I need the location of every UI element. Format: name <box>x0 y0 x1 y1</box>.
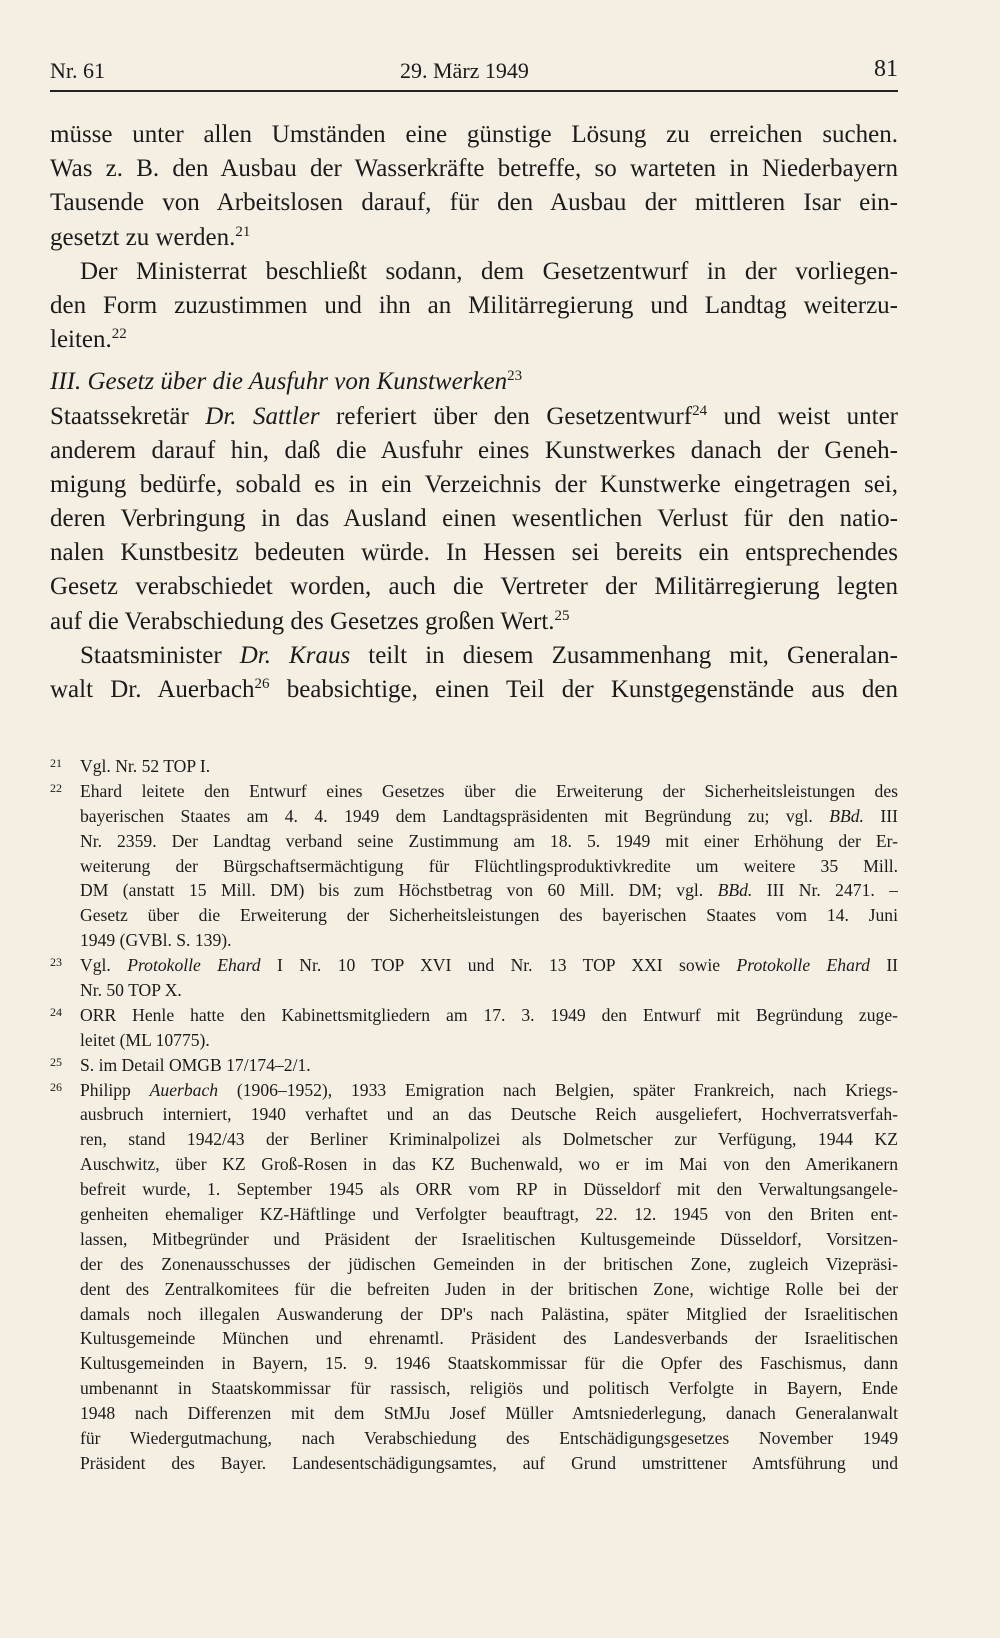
text-line: auf die Verabschiedung des Gesetzes großen Wert.$^{25}$ <box>50 607 570 635</box>
footnote-number: 22 <box>50 780 62 795</box>
text-line: gesetzt zu werden.$^{21}$ <box>50 223 251 251</box>
footnote-line: leitet (ML 10775). <box>80 1029 210 1050</box>
speaker-name: Dr. Sattler <box>205 402 320 430</box>
footnote-line: damals noch illegalen Auswanderung der DP's nach Palästina, später Mitglied der Israelitischen <box>80 1303 898 1324</box>
footnote-line: dent des Zentralkomitees für die befreiten Juden in der britischen Zone, wichtige Rolle bei der <box>80 1278 898 1299</box>
footnote-line: ren, stand 1942/43 der Berliner Kriminalpolizei als Dolmetscher zur Verfügung, 1944 KZ <box>80 1129 898 1150</box>
footnote-line: S. im Detail OMGB 17/174–2/1. <box>80 1054 311 1075</box>
footnote-line: Vgl. Protokolle Ehard I Nr. 10 TOP XVI und Nr. 13 TOP XXI sowie Protokolle Ehard II <box>80 955 898 976</box>
footnote-ref: 24 <box>692 402 708 419</box>
text-line: nalen Kunstbesitz bedeuten würde. In Hessen sei bereits ein entsprechendes <box>50 539 898 567</box>
speaker-name: Dr. Kraus <box>239 641 351 669</box>
footnote-line: für Wiedergutmachung, nach Verabschiedung des Entschädigungsgesetzes November 1949 <box>80 1428 898 1449</box>
footnote-line: 1948 nach Differenzen mit dem StMJu Josef Müller Amtsniederlegung, danach Generalanwalt <box>80 1403 898 1424</box>
footnote-line: DM (anstatt 15 Mill. DM) bis zum Höchstbetrag von 60 Mill. DM; vgl. BBd. III Nr. 2471. – <box>80 880 898 901</box>
footnote-line: weiterung der Bürgschaftsermächtigung für Flüchtlingsproduktivkredite um weitere 35 Mill. <box>80 855 898 876</box>
footnote-line: umbenannt in Staatskommissar für rassisch, religiös und politisch Verfolgte in Bayern, Ende <box>80 1378 898 1399</box>
footnote-line: Ehard leitete den Entwurf eines Gesetzes über die Erweiterung der Sicherheitsleistungen des <box>80 780 898 801</box>
footnote-line: Kultusgemeinden in Bayern, 15. 9. 1946 Staatskommissar für die Opfer des Faschismus, dann <box>80 1353 898 1374</box>
footnote-ref: 21 <box>235 223 251 240</box>
text-line: walt Dr. Auerbach$^{26}$ beabsichtige, einen Teil der Kunstgegenstände aus den <box>50 676 898 703</box>
footnote-line: befreit wurde, 1. September 1945 als ORR vom RP in Düsseldorf mit den Verwaltungsangele- <box>80 1179 898 1200</box>
footnote-ref: 26 <box>254 676 270 692</box>
text-line: leiten.$^{22}$ <box>50 326 127 354</box>
footnote-21 <box>50 754 898 779</box>
footnote-line: Gesetz über die Erweiterung der Sicherheitsleistungen des bayerischen Staates vom 14. Juni <box>80 905 898 926</box>
text-line: migung bedürfe, sobald es in ein Verzeichnis der Kunstwerke eingetragen sei, <box>50 470 898 498</box>
footnote-line: Kultusgemeinde München und ehrenamtl. Präsident des Landesverbands der Israelitischen <box>80 1328 898 1349</box>
text-line: deren Verbringung in das Ausland einen wesentlichen Verlust für den natio- <box>50 505 898 533</box>
footnote-25 <box>50 1053 898 1078</box>
footnote-ref: 22 <box>111 326 127 343</box>
document-number: Nr. 61 <box>50 58 105 83</box>
footnote-number: 23 <box>50 955 62 970</box>
running-header <box>50 52 898 92</box>
footnote-23 <box>50 953 898 1003</box>
footnote-ref: 25 <box>554 607 570 624</box>
text-line: müsse unter allen Umständen eine günstige Lösung zu erreichen suchen. <box>50 121 898 148</box>
footnote-line: Nr. 50 TOP X. <box>80 980 182 1001</box>
footnote-22 <box>50 779 898 953</box>
text-line: Staatssekretär Dr. Sattler referiert über den Gesetzentwurf$^{24}$ und weist unter <box>50 402 898 430</box>
footnote-ref: 23 <box>507 368 523 385</box>
footnote-line: Philipp Auerbach (1906–1952), 1933 Emigration nach Belgien, später Frankreich, nach Kriegs- <box>80 1079 898 1100</box>
footnote-number: 25 <box>50 1054 62 1069</box>
footnote-line: Vgl. Nr. 52 TOP I. <box>80 756 211 776</box>
footnote-line: ORR Henle hatte den Kabinettsmitgliedern am 17. 3. 1949 den Entwurf mit Begründung zuge- <box>80 1004 898 1025</box>
footnote-number: 21 <box>50 756 62 770</box>
footnote-line: bayerischen Staates am 4. 4. 1949 dem Landtagspräsidenten mit Begründung zu; vgl. BBd. III <box>80 805 898 826</box>
session-date: 29. März 1949 <box>400 58 529 83</box>
text-line: Staatsminister Dr. Kraus teilt in diesem Zusammenhang mit, Generalan- <box>80 641 898 669</box>
footnote-26 <box>50 1078 898 1476</box>
footnote-line: ausbruch interniert, 1940 verhaftet und an das Deutsche Reich ausgeliefert, Hochverratsverfah- <box>80 1104 898 1125</box>
text-line: Gesetz verabschiedet worden, auch die Vertreter der Militärregierung legten <box>50 573 898 601</box>
main-text <box>50 118 898 707</box>
text-line: anderem darauf hin, daß die Ausfuhr eines Kunstwerkes danach der Geneh- <box>50 436 898 464</box>
footnote-line: der des Zonenausschusses der jüdischen Gemeinden in der britischen Zone, zugleich Vizepräsi- <box>80 1253 898 1274</box>
footnote-line: 1949 (GVBl. S. 139). <box>80 930 232 951</box>
footnote-line: genheiten ehemaliger KZ-Häftlinge und Verfolgter beauftragt, 22. 12. 1945 von den Briten ent- <box>80 1204 898 1225</box>
footnote-line: Nr. 2359. Der Landtag verband seine Zustimmung am 18. 5. 1949 mit einer Erhöhung der Er- <box>80 830 898 851</box>
text-line: den Form zuzustimmen und ihn an Militärregierung und Landtag weiterzu- <box>50 291 898 319</box>
footnotes <box>50 754 898 1476</box>
text-line: Tausende von Arbeitslosen darauf, für den Ausbau der mittleren Isar ein- <box>50 189 898 217</box>
footnote-24 <box>50 1003 898 1053</box>
section-heading: III. Gesetz über die Ausfuhr von Kunstwerken$^{23}$ <box>50 368 523 396</box>
page-number: 81 <box>874 56 898 82</box>
footnote-line: Auschwitz, über KZ Groß-Rosen in das KZ Buchenwald, wo er im Mai von den Amerikanern <box>80 1154 898 1175</box>
text-line: Was z. B. den Ausbau der Wasserkräfte betreffe, so warteten in Niederbayern <box>50 155 898 183</box>
footnote-line: lassen, Mitbegründer und Präsident der Israelitischen Kultusgemeinde Düsseldorf, Vorsitzen- <box>80 1228 898 1249</box>
text-line: Der Ministerrat beschließt sodann, dem Gesetzentwurf in der vorliegen- <box>80 257 898 285</box>
footnote-line: Präsident des Bayer. Landesentschädigungsamtes, auf Grund umstrittener Amtsführung und <box>80 1452 898 1473</box>
footnote-number: 26 <box>50 1079 62 1094</box>
footnote-number: 24 <box>50 1004 62 1019</box>
